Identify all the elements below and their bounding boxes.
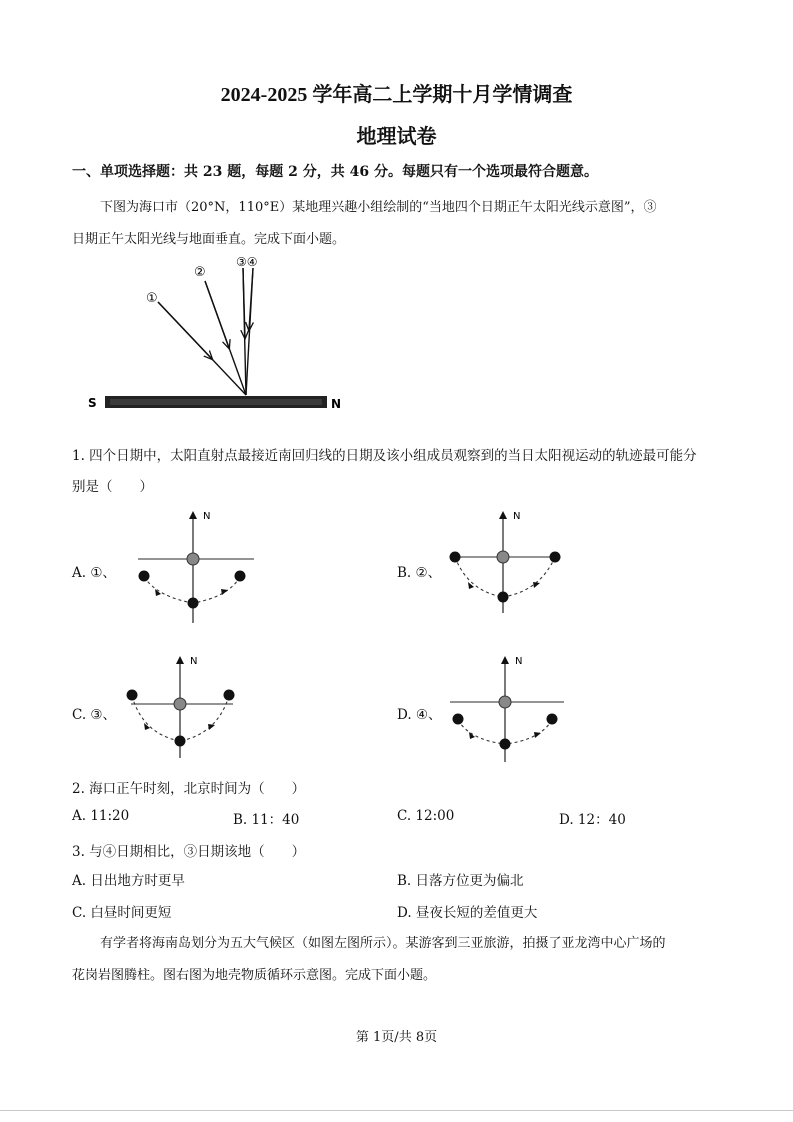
exam-title: 2024-2025 学年高二上学期十月学情调查 xyxy=(220,84,573,106)
ray-label-34: ③④ xyxy=(236,255,258,269)
intro2-line-1: 有学者将海南岛划分为五大气候区（如图左图所示）。某游客到三亚旅游，拍摄了亚龙湾中心广场的 xyxy=(100,936,666,951)
q3-option-a[interactable]: A. 日出地方时更早 xyxy=(72,873,185,889)
q3-option-c[interactable]: C. 白昼时间更短 xyxy=(72,905,172,921)
q1-option-b-diagram xyxy=(440,505,570,615)
north-label: N xyxy=(331,397,342,411)
q3-option-d[interactable]: D. 昼夜长短的差值更大 xyxy=(397,905,538,921)
q3-stem: 3. 与④日期相比，③日期该地（ ） xyxy=(72,844,306,860)
svg-text:N: N xyxy=(515,656,523,667)
q2-option-d[interactable]: D. 12：40 xyxy=(559,812,626,828)
q1-option-d-label[interactable]: D. ④、 xyxy=(397,707,442,723)
q1-option-d-diagram xyxy=(442,650,572,765)
section-heading: 一、单项选择题：共 23 题，每题 2 分，共 46 分。每题只有一个选项最符合题意。 xyxy=(72,164,598,180)
q1-option-a-label[interactable]: A. ①、 xyxy=(72,565,116,581)
ray-label-1: ① xyxy=(146,291,158,306)
exam-subject: 地理试卷 xyxy=(356,126,437,148)
q2-option-b[interactable]: B. 11：40 xyxy=(233,812,300,828)
sunset-point xyxy=(235,571,246,582)
q1-option-b-label[interactable]: B. ②、 xyxy=(397,565,442,581)
svg-text:N: N xyxy=(190,656,198,667)
q1-stem-line-1: 1. 四个日期中，太阳直射点最接近南回归线的日期及该小组成员观察到的当日太阳视运动的轨迹最可能分 xyxy=(72,448,697,464)
q2-option-a[interactable]: A. 11:20 xyxy=(72,808,130,824)
q2-stem: 2. 海口正午时刻，北京时间为（ ） xyxy=(72,781,306,797)
intro2-line-2: 花岗岩图腾柱。图右图为地壳物质循环示意图。完成下面小题。 xyxy=(72,968,437,983)
sunrise-point xyxy=(139,571,150,582)
ray-label-2: ② xyxy=(194,265,206,280)
page-footer: 第 1页/共 8页 xyxy=(355,1030,438,1045)
svg-text:N: N xyxy=(203,511,211,522)
intro-line-2: 日期正午太阳光线与地面垂直。完成下面小题。 xyxy=(72,232,346,247)
q1-stem-line-2: 别是（ ） xyxy=(72,479,153,495)
svg-text:N: N xyxy=(513,511,521,522)
noon-sun-point xyxy=(188,598,199,609)
intro-line-1: 下图为海口市（20°N，110°E）某地理兴趣小组绘制的“当地四个日期正午太阳光线示意图”，③ xyxy=(100,200,657,215)
q1-option-a-diagram xyxy=(130,505,260,630)
q1-option-c-diagram xyxy=(117,650,247,760)
page-bottom-divider xyxy=(0,1110,793,1111)
q3-option-b[interactable]: B. 日落方位更为偏北 xyxy=(397,873,524,889)
q1-option-c-label[interactable]: C. ③、 xyxy=(72,707,117,723)
observer-point xyxy=(187,553,199,565)
q2-option-c[interactable]: C. 12:00 xyxy=(397,808,455,824)
south-label: S xyxy=(88,396,97,410)
noon-sun-rays-figure xyxy=(80,250,350,420)
